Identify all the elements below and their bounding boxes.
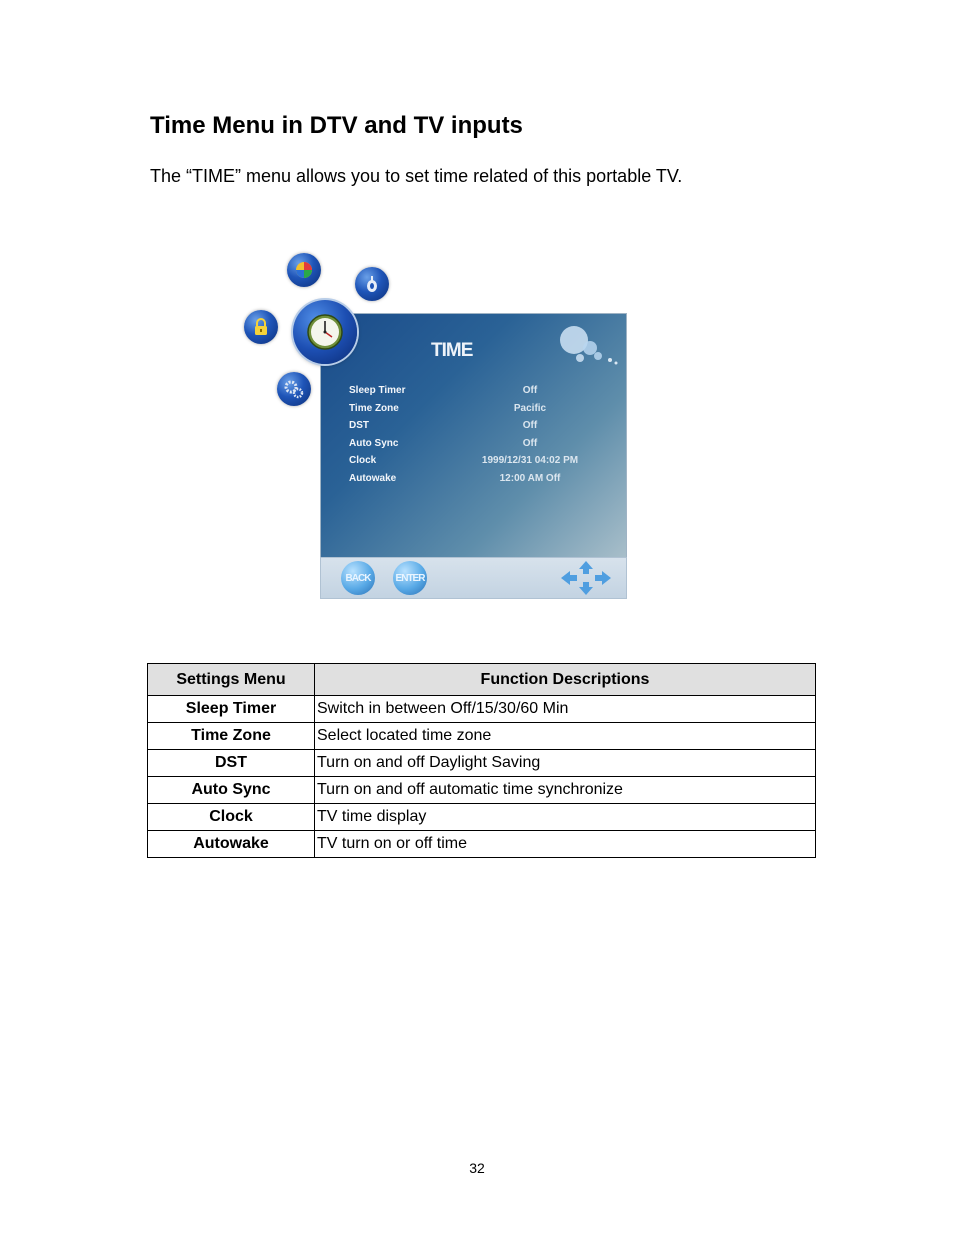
navigation-arrows-icon[interactable]: [560, 560, 612, 601]
menu-row-time-zone[interactable]: [349, 403, 605, 421]
sound-icon[interactable]: [355, 267, 389, 301]
time-menu-panel: [320, 313, 627, 560]
menu-row-value: Off: [522, 385, 538, 396]
menu-row-value: Off: [522, 437, 538, 449]
menu-row-label: Time Zone: [349, 402, 399, 414]
menu-row-value: Off: [522, 420, 538, 432]
enter-button[interactable]: ENTER: [393, 561, 427, 595]
menu-row-label: Autowake: [349, 472, 397, 484]
menu-row-dst[interactable]: [349, 420, 605, 438]
column-header-function-descriptions: Function Descriptions: [315, 664, 816, 696]
lock-icon[interactable]: [244, 310, 278, 344]
table-row: [148, 831, 816, 858]
setting-description: TV turn on or off time: [315, 831, 816, 858]
table-row: [148, 750, 816, 777]
setting-description: Turn on and off Daylight Saving: [315, 750, 816, 777]
setting-name: Time Zone: [148, 723, 315, 750]
menu-row-auto-sync[interactable]: [349, 438, 605, 456]
menu-button-bar: [320, 557, 627, 599]
setting-name: DST: [148, 750, 315, 777]
table-header-row: [148, 664, 816, 696]
decorative-bubbles-icon: [558, 320, 622, 371]
page-heading: Time Menu in DTV and TV inputs: [150, 112, 523, 139]
setting-name: Auto Sync: [148, 777, 315, 804]
setting-name: Sleep Timer: [148, 696, 315, 723]
menu-row-value: 12:00 AM Off: [499, 472, 561, 484]
picture-icon[interactable]: [287, 253, 321, 287]
intro-paragraph: The “TIME” menu allows you to set time related of this portable TV.: [150, 166, 683, 186]
page-number: 32: [469, 1160, 485, 1176]
menu-row-label: DST: [349, 420, 369, 432]
setting-description: Switch in between Off/15/30/60 Min: [315, 696, 816, 723]
menu-row-value: Pacific: [513, 402, 547, 414]
menu-row-label: Sleep Timer: [349, 385, 406, 396]
menu-row-clock[interactable]: [349, 455, 605, 473]
table-row: [148, 804, 816, 831]
menu-row-label: Clock: [349, 455, 377, 467]
setting-description: Select located time zone: [315, 723, 816, 750]
settings-table: [147, 663, 816, 858]
setting-name: Autowake: [148, 831, 315, 858]
menu-title: TIME: [431, 340, 473, 361]
time-clock-icon[interactable]: [293, 300, 357, 364]
menu-row-label: Auto Sync: [349, 437, 399, 449]
setting-name: Clock: [148, 804, 315, 831]
menu-row-autowake[interactable]: [349, 473, 605, 491]
table-row: [148, 777, 816, 804]
menu-row-sleep-timer[interactable]: [349, 385, 605, 403]
setting-description: Turn on and off automatic time synchronize: [315, 777, 816, 804]
tv-time-menu-screenshot: [240, 250, 630, 600]
table-row: [148, 723, 816, 750]
back-button[interactable]: BACK: [341, 561, 375, 595]
menu-rows: [349, 385, 605, 491]
column-header-settings-menu: Settings Menu: [148, 664, 315, 696]
setting-description: TV time display: [315, 804, 816, 831]
menu-row-value: 1999/12/31 04:02 PM: [481, 455, 579, 467]
table-row: [148, 696, 816, 723]
setup-gear-icon[interactable]: [277, 372, 311, 406]
